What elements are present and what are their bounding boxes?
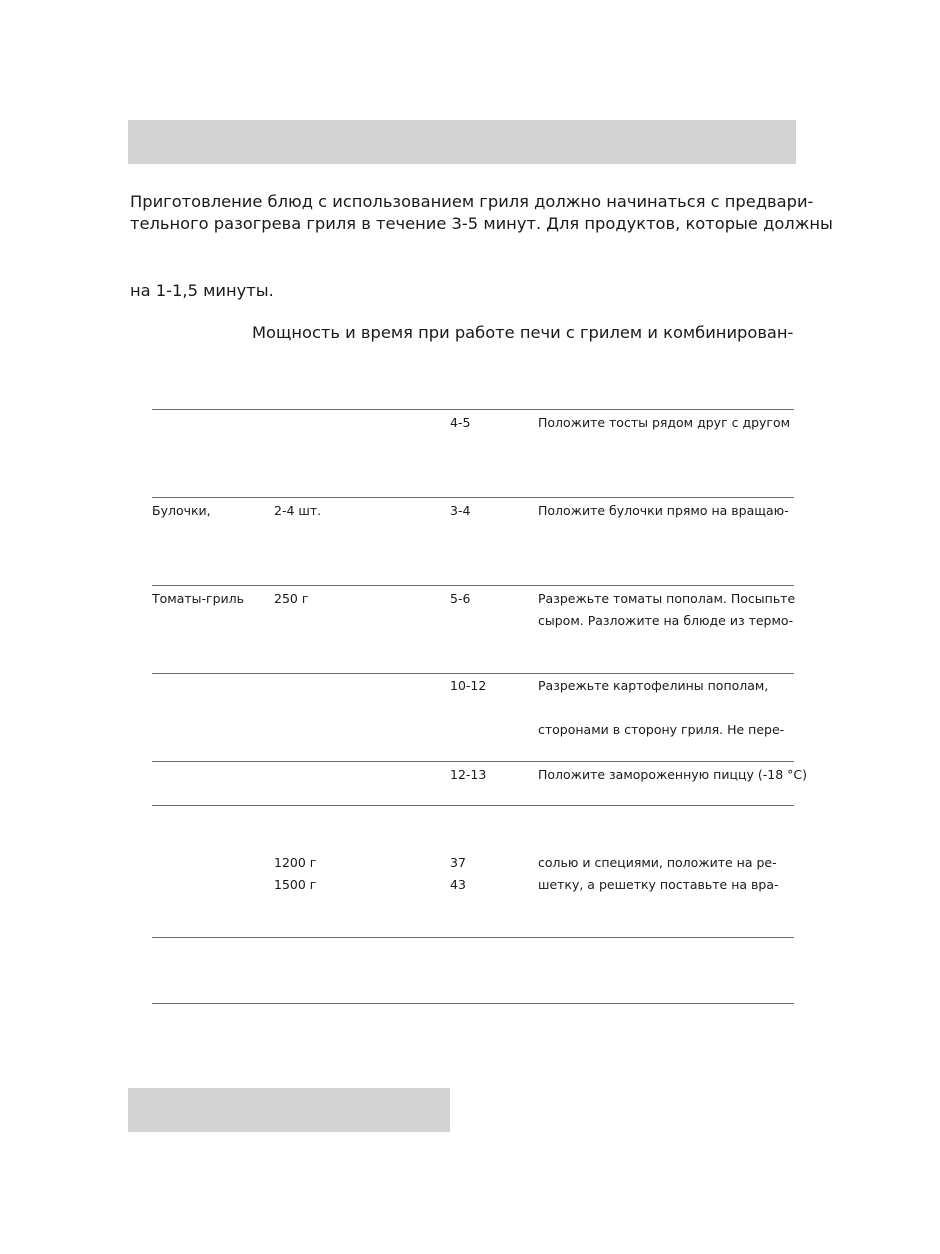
table-rule: [152, 409, 794, 410]
intro-line-1: Приготовление блюд с использованием гриля должно начинаться с предвари-: [130, 192, 814, 211]
table-rule: [152, 585, 794, 586]
row-note: Положите булочки прямо на вращаю-: [538, 503, 789, 518]
table-caption: Мощность и время при работе печи с грилем и комбинирован-: [252, 323, 794, 342]
table-rule: [152, 805, 794, 806]
row-time: 10-12: [450, 678, 487, 693]
row-quantity: 1200 г: [274, 855, 317, 870]
row-quantity: 1500 г: [274, 877, 317, 892]
row-note: Разрежьте картофелины пополам,: [538, 678, 769, 693]
row-note: солью и специями, положите на ре-: [538, 855, 777, 870]
intro-line-2: тельного разогрева гриля в течение 3-5 минут. Для продуктов, которые должны: [130, 214, 833, 233]
row-quantity: 2-4 шт.: [274, 503, 322, 518]
row-time: 12-13: [450, 767, 487, 782]
row-time: 4-5: [450, 415, 471, 430]
row-time: 3-4: [450, 503, 471, 518]
table-rule: [152, 497, 794, 498]
row-note: Разрежьте томаты пополам. Посыпьте: [538, 591, 796, 606]
footer-bar: [128, 1088, 450, 1132]
row-time: 37: [450, 855, 466, 870]
row-time: 43: [450, 877, 466, 892]
row-note: сторонами в сторону гриля. Не пере-: [538, 722, 785, 737]
row-quantity: 250 г: [274, 591, 309, 606]
row-note: Положите замороженную пиццу (-18 °С): [538, 767, 807, 782]
row-food: Томаты-гриль: [152, 591, 245, 606]
row-note: сыром. Разложите на блюде из термо-: [538, 613, 794, 628]
intro-line-3: на 1-1,5 минуты.: [130, 281, 274, 300]
table-rule: [152, 937, 794, 938]
row-time: 5-6: [450, 591, 471, 606]
row-food: Булочки,: [152, 503, 211, 518]
table-rule: [152, 761, 794, 762]
header-bar: [128, 120, 796, 164]
table-rule: [152, 1003, 794, 1004]
row-note: Положите тосты рядом друг с другом: [538, 415, 791, 430]
table-rule: [152, 673, 794, 674]
row-note: шетку, а решетку поставьте на вра-: [538, 877, 779, 892]
